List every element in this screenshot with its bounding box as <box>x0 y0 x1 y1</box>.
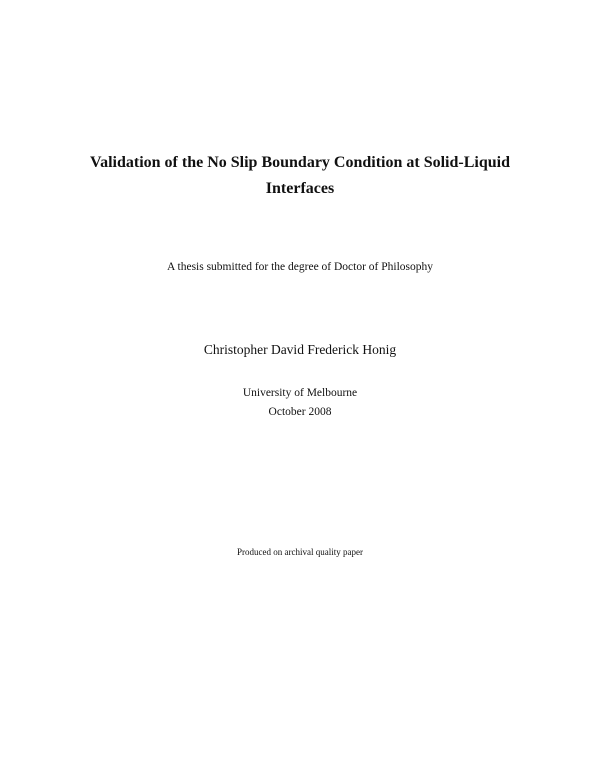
thesis-title <box>40 150 560 202</box>
paper-note: Produced on archival quality paper <box>237 547 363 557</box>
submission-date: October 2008 <box>268 406 332 418</box>
degree-statement: A thesis submitted for the degree of Doctor of Philosophy <box>166 261 434 273</box>
thesis-title-line-2: Interfaces <box>265 180 335 197</box>
thesis-title-line-1: Validation of the No Slip Boundary Condition at Solid-Liquid <box>90 154 510 171</box>
author-name: Christopher David Frederick Honig <box>203 342 397 357</box>
institution-name: University of Melbourne <box>242 387 358 399</box>
